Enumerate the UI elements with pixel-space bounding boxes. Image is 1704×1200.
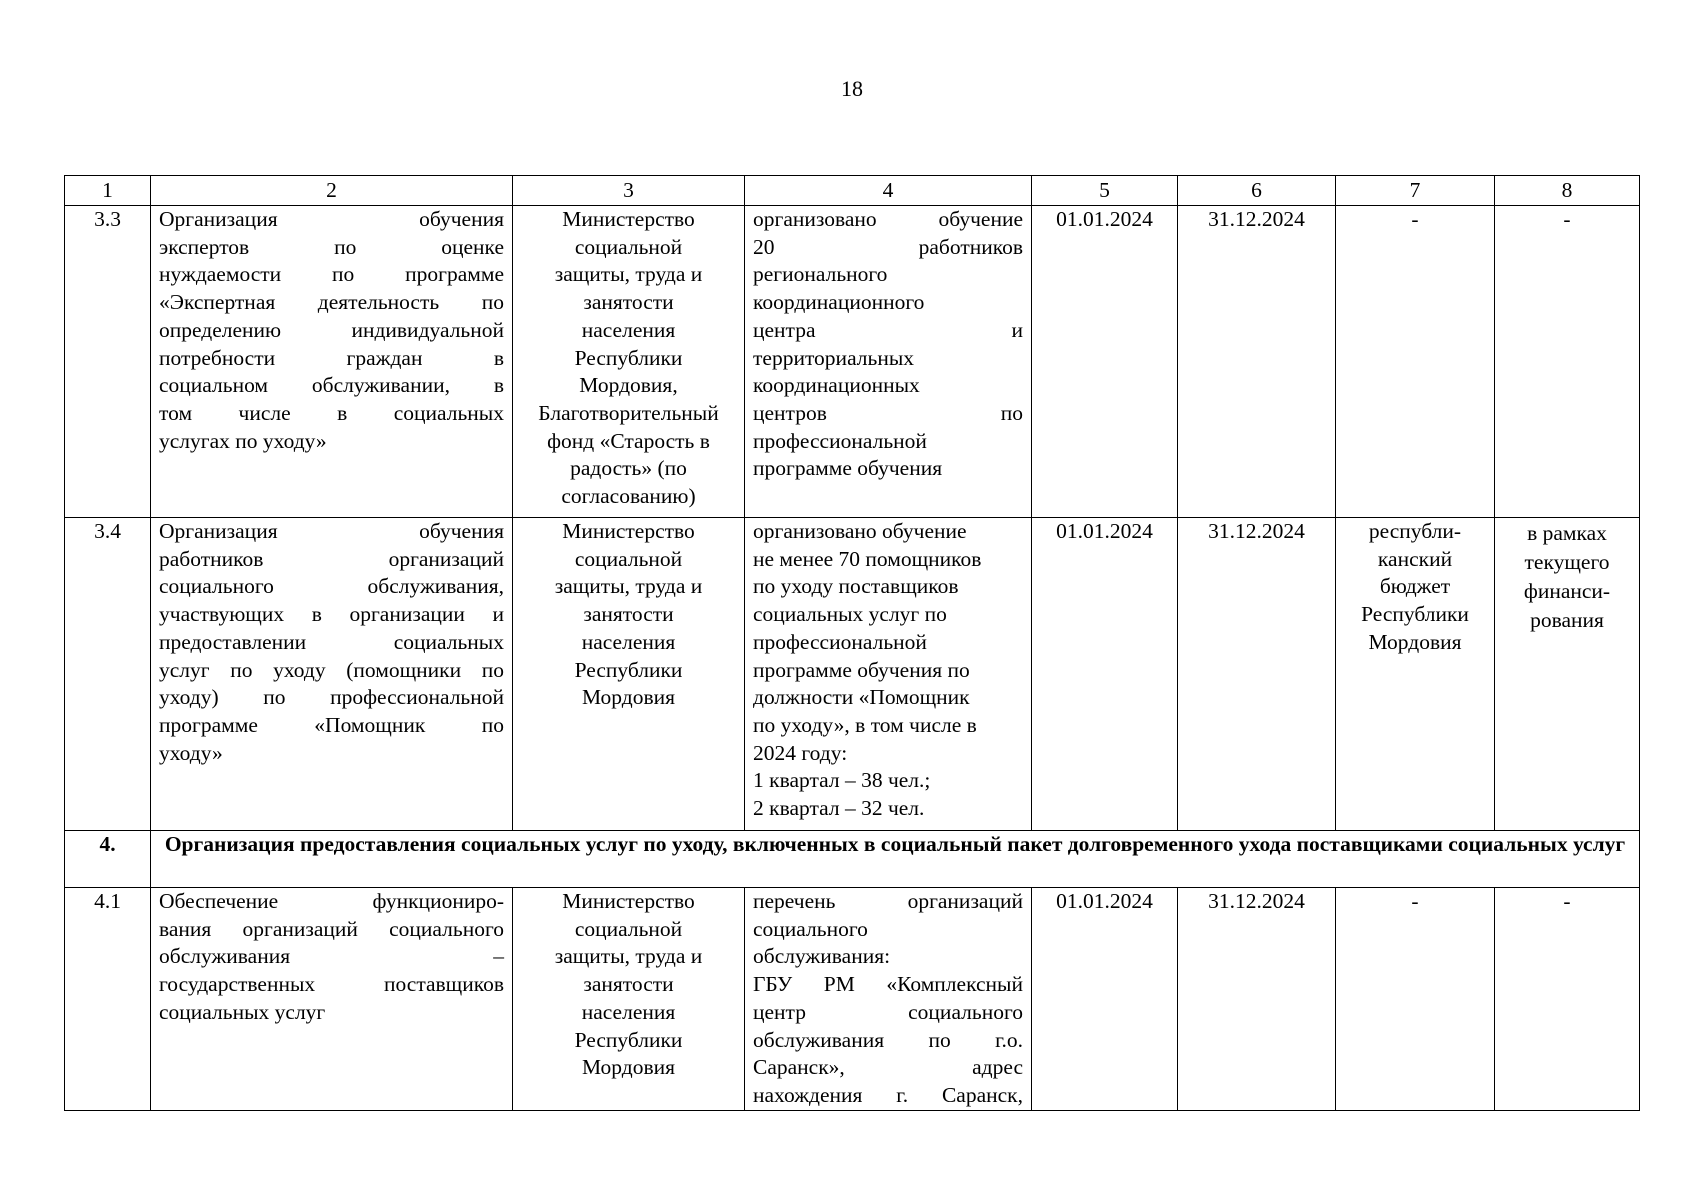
cell-line: защиты, труда и xyxy=(554,574,703,599)
cell-line: защиты, труда и xyxy=(554,262,703,287)
result-cell xyxy=(745,518,1032,831)
cell-line: республи- xyxy=(1368,519,1462,543)
end-date-cell: 31.12.2024 xyxy=(1178,518,1336,831)
cell-line: населения xyxy=(581,317,676,342)
cell-line: участвующих в организации и xyxy=(159,602,504,627)
cell-line: канский xyxy=(1377,546,1453,571)
table-row xyxy=(65,206,1640,518)
cell-line: населения xyxy=(581,629,676,654)
cell-line: Мордовия xyxy=(581,1055,676,1080)
cell-line: - xyxy=(1563,889,1571,913)
start-date-cell: 01.01.2024 xyxy=(1032,206,1178,518)
cell-line: профессиональной xyxy=(753,629,927,654)
cell-line: социальной xyxy=(574,546,683,571)
cell-line: социальных услуг xyxy=(159,999,326,1024)
cell-line: - xyxy=(1411,889,1419,913)
row-number: 4.1 xyxy=(65,888,151,1111)
cell-line: социального xyxy=(753,916,868,941)
section-row xyxy=(65,831,1640,888)
cell-line: по уходу», в том числе в xyxy=(753,712,977,737)
funding-amount-cell xyxy=(1495,518,1640,831)
cell-line: текущего xyxy=(1524,550,1610,574)
cell-line: организовано обучение xyxy=(753,519,967,543)
cell-line: координационных xyxy=(753,373,920,398)
cell-line: Министерство xyxy=(562,519,695,543)
cell-line: Мордовия xyxy=(581,685,676,710)
cell-line: социальном обслуживании, в xyxy=(159,373,504,398)
section-number: 4. xyxy=(65,831,151,888)
row-number: 3.4 xyxy=(65,518,151,831)
cell-line: Республики xyxy=(574,345,683,370)
cell-line: Республики xyxy=(1361,602,1469,627)
cell-line: нахождения г. Саранск, xyxy=(753,1082,1023,1107)
responsible-cell xyxy=(513,206,745,518)
activity-cell xyxy=(151,206,513,518)
funding-amount-cell xyxy=(1495,888,1640,1111)
cell-line: социальной xyxy=(574,234,683,259)
funding-source-cell xyxy=(1336,206,1495,518)
cell-line: уходу» xyxy=(159,740,223,765)
column-number: 1 xyxy=(65,176,151,206)
funding-amount-cell xyxy=(1495,206,1640,518)
cell-line: ГБУ РМ «Комплексный xyxy=(753,972,1023,997)
cell-line: услугах по уходу» xyxy=(159,428,327,453)
cell-line: по уходу поставщиков xyxy=(753,574,959,599)
funding-source-cell xyxy=(1336,888,1495,1111)
cell-line: социальной xyxy=(574,916,683,941)
cell-line: Мордовия xyxy=(1368,629,1462,654)
cell-line: не менее 70 помощников xyxy=(753,546,982,571)
cell-line: программе обучения xyxy=(753,456,943,481)
responsible-cell xyxy=(513,888,745,1111)
cell-line: уходу) по профессиональной xyxy=(159,685,504,710)
cell-line: программе «Помощник по xyxy=(159,712,504,737)
cell-line: центра и xyxy=(753,317,1023,342)
cell-line: Благотворительный xyxy=(538,400,719,425)
cell-line: Мордовия, xyxy=(579,373,678,398)
cell-line: центров по xyxy=(753,400,1023,425)
end-date-cell: 31.12.2024 xyxy=(1178,888,1336,1111)
cell-line: согласованию) xyxy=(561,484,696,509)
cell-line: государственных поставщиков xyxy=(159,972,504,997)
result-cell xyxy=(745,888,1032,1111)
cell-line: «Экспертная деятельность по xyxy=(159,290,504,315)
cell-line: радость» (по xyxy=(570,456,687,481)
cell-line: потребности граждан в xyxy=(159,345,504,370)
column-number: 3 xyxy=(513,176,745,206)
column-number-row xyxy=(65,176,1640,206)
cell-line: Обеспечение функциониро- xyxy=(159,889,504,913)
cell-line: профессиональной xyxy=(753,428,927,453)
cell-line: обслуживания – xyxy=(159,944,504,969)
cell-line: Саранск», адрес xyxy=(753,1055,1023,1080)
cell-line: нуждаемости по программе xyxy=(159,262,504,287)
column-number: 2 xyxy=(151,176,513,206)
cell-line: должности «Помощник xyxy=(753,685,970,710)
end-date-cell: 31.12.2024 xyxy=(1178,206,1336,518)
cell-line: услуг по уходу (помощники по xyxy=(159,657,504,682)
start-date-cell: 01.01.2024 xyxy=(1032,888,1178,1111)
responsible-cell xyxy=(513,518,745,831)
cell-line: занятости xyxy=(583,602,674,627)
cell-line: социальных услуг по xyxy=(753,602,947,627)
cell-line: координационного xyxy=(753,290,925,315)
cell-line: занятости xyxy=(583,290,674,315)
cell-line: социального обслуживания, xyxy=(159,574,504,599)
table-row xyxy=(65,888,1640,1111)
column-number: 7 xyxy=(1336,176,1495,206)
cell-line: обслуживания: xyxy=(753,944,891,969)
cell-line: Республики xyxy=(574,657,683,682)
cell-line: - xyxy=(1563,207,1571,231)
table-row xyxy=(65,518,1640,831)
plan-table xyxy=(64,175,1640,1111)
cell-line: территориальных xyxy=(753,345,915,370)
cell-line: - xyxy=(1411,207,1419,231)
cell-line: том числе в социальных xyxy=(159,400,504,425)
activity-cell xyxy=(151,888,513,1111)
page-number: 18 xyxy=(841,76,863,101)
column-number: 8 xyxy=(1495,176,1640,206)
funding-source-cell xyxy=(1336,518,1495,831)
activity-cell xyxy=(151,518,513,831)
row-number: 3.3 xyxy=(65,206,151,518)
cell-line: вания организаций социального xyxy=(159,916,504,941)
column-number: 4 xyxy=(745,176,1032,206)
cell-line: предоставлении социальных xyxy=(159,629,504,654)
start-date-cell: 01.01.2024 xyxy=(1032,518,1178,831)
cell-line: 2 квартал – 32 чел. xyxy=(753,796,925,821)
cell-line: в рамках xyxy=(1527,521,1607,545)
cell-line: 1 квартал – 38 чел.; xyxy=(753,768,931,793)
cell-line: бюджет xyxy=(1379,574,1451,599)
cell-line: населения xyxy=(581,999,676,1024)
cell-line: организовано обучение xyxy=(753,207,1023,231)
cell-line: Министерство xyxy=(562,207,695,231)
cell-line: регионального xyxy=(753,262,888,287)
cell-line: рования xyxy=(1530,608,1604,632)
cell-line: программе обучения по xyxy=(753,657,970,682)
section-title: Организация предоставления социальных услуг по уходу, включенных в социальный пакет долговременного ухода поставщиками социальных услуг xyxy=(151,831,1640,888)
cell-line: занятости xyxy=(583,972,674,997)
cell-line: Организация обучения xyxy=(159,207,504,231)
cell-line: Министерство xyxy=(562,889,695,913)
cell-line: экспертов по оценке xyxy=(159,234,504,259)
cell-line: защиты, труда и xyxy=(554,944,703,969)
column-number: 6 xyxy=(1178,176,1336,206)
cell-line: 2024 году: xyxy=(753,740,848,765)
cell-line: 20 работников xyxy=(753,234,1023,259)
cell-line: фонд «Старость в xyxy=(547,428,710,453)
cell-line: финанси- xyxy=(1523,579,1611,603)
cell-line: центр социального xyxy=(753,999,1023,1024)
result-cell xyxy=(745,206,1032,518)
column-number: 5 xyxy=(1032,176,1178,206)
cell-line: работников организаций xyxy=(159,546,504,571)
cell-line: определению индивидуальной xyxy=(159,317,504,342)
cell-line: Республики xyxy=(574,1027,683,1052)
cell-line: Организация обучения xyxy=(159,519,504,543)
cell-line: обслуживания по г.о. xyxy=(753,1027,1023,1052)
cell-line: перечень организаций xyxy=(753,889,1023,913)
